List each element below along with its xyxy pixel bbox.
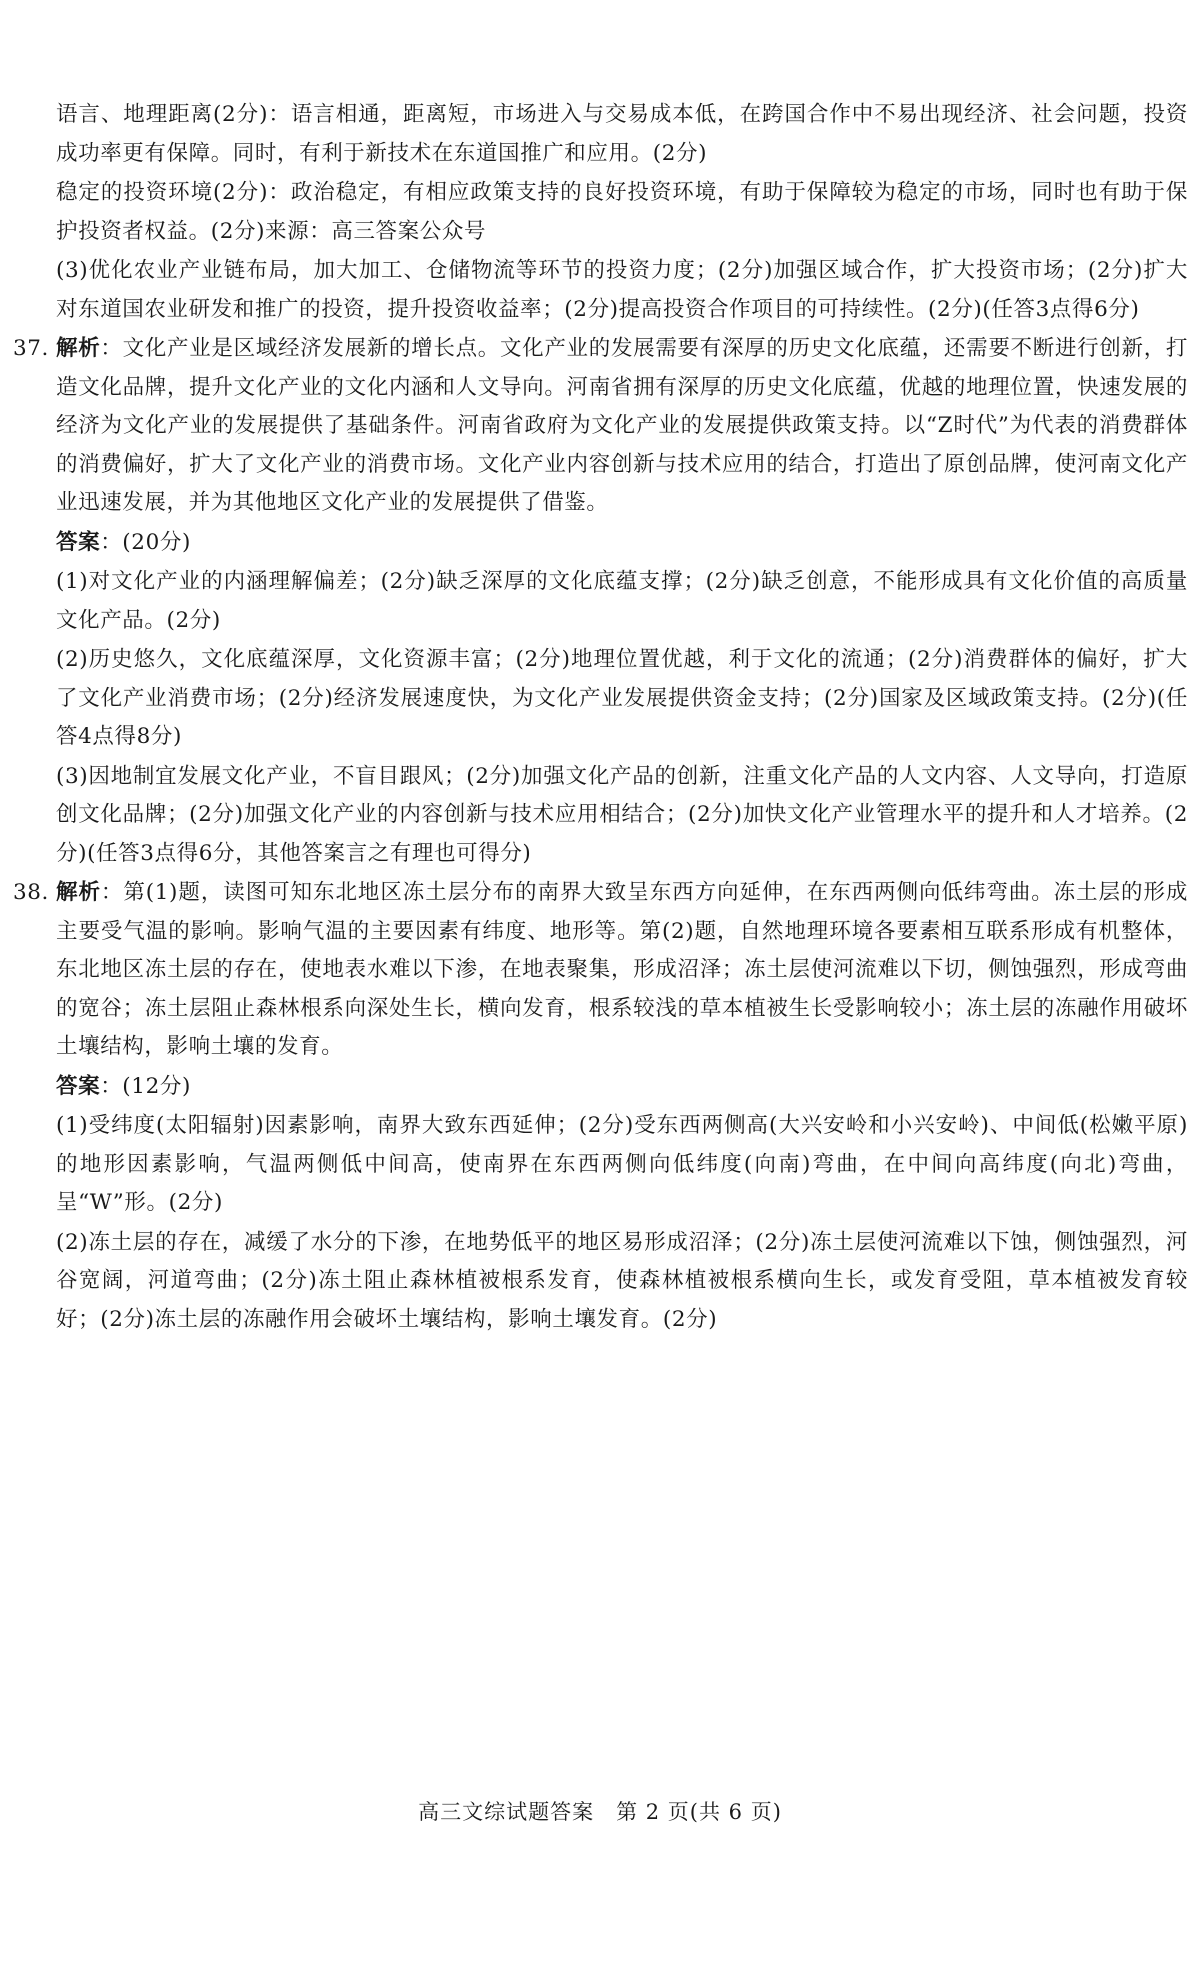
question-38-answer-1: (1)受纬度(太阳辐射)因素影响，南界大致东西延伸；(2分)受东西两侧高(大兴安岭和小兴安岭)、中间低(松嫩平原)的地形因素影响，气温两侧低中间高，使南界在东西两侧向低纬度(向南)弯曲，在中间向高纬度(向北)弯曲，呈“W”形。(2分): [56, 1113, 1188, 1215]
question-38-answer-score: ：(12分): [100, 1073, 191, 1099]
prev-answer-part-3: (3)优化农业产业链布局，加大加工、仓储物流等环节的投资力度；(2分)加强区域合作，扩大投资市场；(2分)扩大对东道国农业研发和推广的投资，提升投资收益率；(2分)提高投资合作项目的可持续性。(2分)(任答3点得6分): [56, 258, 1188, 322]
question-38-answer-label: 答案: [56, 1073, 101, 1099]
prev-answer-stable-environment: 稳定的投资环境(2分)：政治稳定，有相应政策支持的良好投资环境，有助于保障较为稳定的市场，同时也有助于保护投资者权益。(2分)来源：高三答案公众号: [56, 180, 1188, 244]
question-38-analysis-text: ：第(1)题，读图可知东北地区冻土层分布的南界大致呈东西方向延伸，在东西两侧向低纬弯曲。冻土层的形成主要受气温的影响。影响气温的主要因素有纬度、地形等。第(2)题，自然地理环境各要素相互联系形成有机整体，东北地区冻土层的存在，使地表水难以下渗，在地表聚集，形成沼泽；冻土层使河流难以下切，侧蚀强烈，形成弯曲的宽谷；冻土层阻止森林根系向深处生长，横向发育，根系较浅的草本植被生长受影响较小；冻土层的冻融作用破坏土壤结构，影响土壤的发育。: [56, 880, 1188, 1059]
question-37-answer-score: ：(20分): [100, 529, 191, 555]
question-37: [13, 330, 1189, 873]
question-38-analysis: [56, 874, 1188, 1067]
question-38-answer-2: (2)冻土层的存在，减缓了水分的下渗，在地势低平的地区易形成沼泽；(2分)冻土层使河流难以下蚀，侧蚀强烈，河谷宽阔，河道弯曲；(2分)冻土阻止森林植被根系发育，使森林植被根系横向生长，或发育受阻，草本植被发育较好；(2分)冻土层的冻融作用会破坏土壤结构，影响土壤发育。(2分): [56, 1229, 1188, 1332]
question-37-analysis-text: ：文化产业是区域经济发展新的增长点。文化产业的发展需要有深厚的历史文化底蕴，还需要不断进行创新，打造文化品牌，提升文化产业的文化内涵和人文导向。河南省拥有深厚的历史文化底蕴，优越的地理位置，快速发展的经济为文化产业的发展提供了基础条件。河南省政府为文化产业的发展提供政策支持。以“Z时代”为代表的消费群体的消费偏好，扩大了文化产业的消费市场。文化产业内容创新与技术应用的结合，打造出了原创品牌，使河南文化产业迅速发展，并为其他地区文化产业的发展提供了借鉴。: [56, 336, 1189, 515]
question-38: [13, 874, 1188, 1339]
question-37-answer-3: (3)因地制宜发展文化产业，不盲目跟风；(2分)加强文化产品的创新，注重文化产品的人文内容、人文导向，打造原创文化品牌；(2分)加强文化产业的内容创新与技术应用相结合；(2分)加快文化产业管理水平的提升和人才培养。(2分)(任答3点得6分，其他答案言之有理也可得分): [56, 763, 1188, 866]
question-37-answer-heading: [56, 524, 1188, 563]
question-37-answer-2: (2)历史悠久，文化底蕴深厚，文化资源丰富；(2分)地理位置优越，利于文化的流通；(2分)消费群体的偏好，扩大了文化产业消费市场；(2分)经济发展速度快，为文化产业发展提供资金支持；(2分)国家及区域政策支持。(2分)(任答4点得8分): [56, 647, 1188, 749]
page-content: [13, 96, 1189, 1340]
question-37-answer-1: (1)对文化产业的内涵理解偏差；(2分)缺乏深厚的文化底蕴支撑；(2分)缺乏创意，不能形成具有文化价值的高质量文化产品。(2分): [56, 569, 1188, 633]
prev-answer-language-distance: 语言、地理距离(2分)：语言相通，距离短，市场进入与交易成本低，在跨国合作中不易出现经济、社会问题，投资成功率更有保障。同时，有利于新技术在东道国推广和应用。(2分): [56, 102, 1188, 166]
question-37-analysis: [56, 330, 1188, 523]
question-37-answer-label: 答案: [56, 529, 101, 555]
question-38-answer-heading: [56, 1068, 1188, 1107]
page-footer: 高三文综试题答案 第 2 页(共 6 页): [418, 1800, 782, 1824]
question-37-number: 37.: [13, 336, 49, 361]
question-37-analysis-label: 解析: [56, 336, 101, 361]
question-38-analysis-label: 解析: [56, 880, 101, 905]
question-38-number: 38.: [13, 880, 49, 905]
